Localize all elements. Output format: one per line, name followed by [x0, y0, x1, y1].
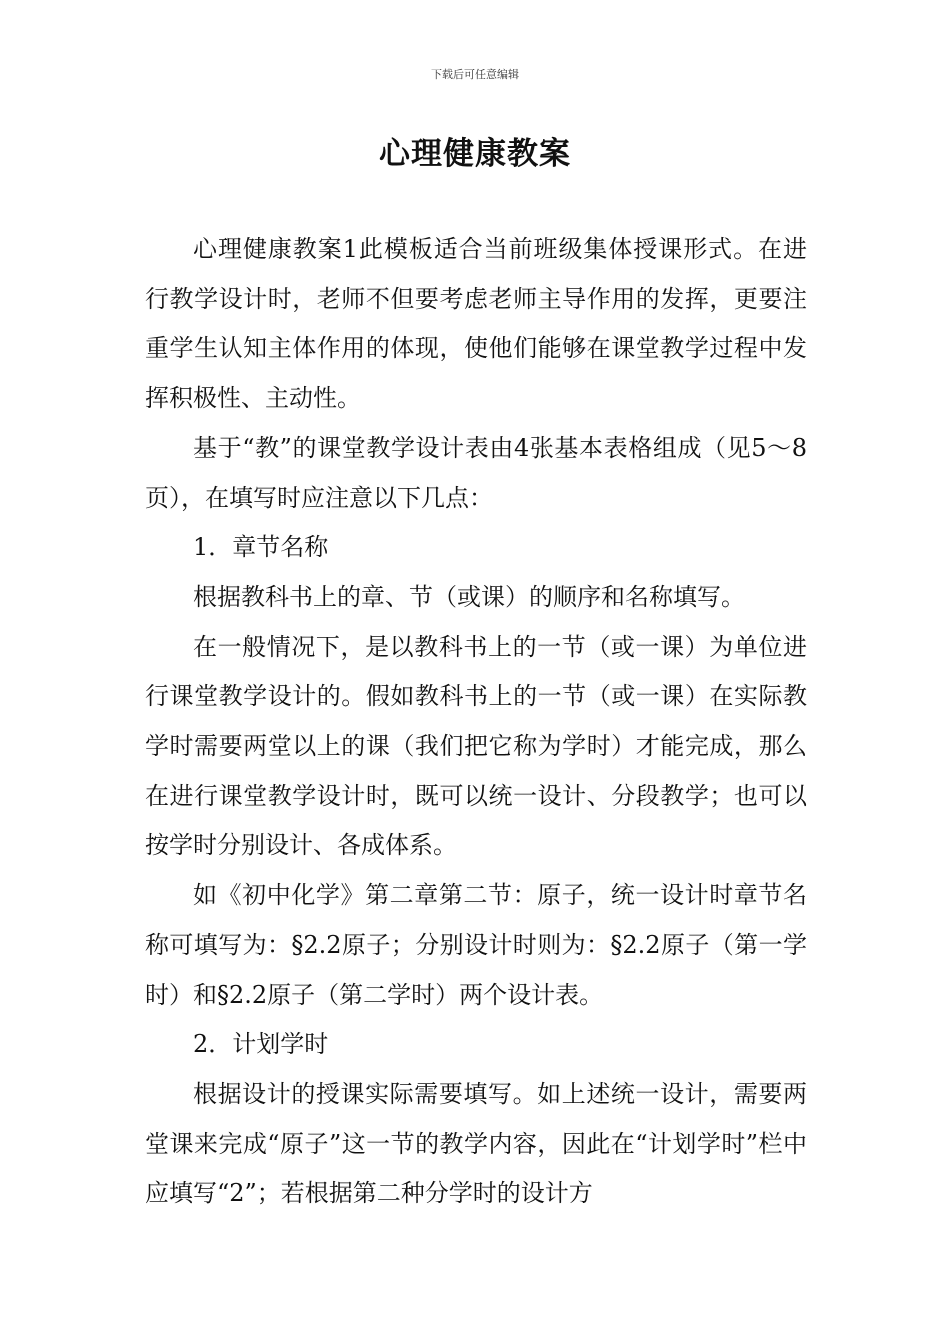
paragraph: 心理健康教案1此模板适合当前班级集体授课形式。在进行教学设计时，老师不但要考虑老师主导作用的发挥，更要注重学生认知主体作用的体现，使他们能够在课堂教学过程中发挥积极性、主动性。 [145, 235, 807, 413]
header-note: 下载后可任意编辑 [431, 68, 519, 81]
paragraph: 基于“教”的课堂教学设计表由4张基本表格组成（见5～8页），在填写时应注意以下几点： [145, 433, 807, 512]
paragraph: 根据设计的授课实际需要填写。如上述统一设计，需要两堂课来完成“原子”这一节的教学内容，因此在“计划学时”栏中应填写“2”；若根据第二种分学时的设计方 [145, 1079, 807, 1208]
section-heading: 1．章节名称 [193, 533, 329, 562]
document-title: 心理健康教案 [379, 136, 571, 172]
section-heading: 2．计划学时 [193, 1030, 329, 1059]
document-body [145, 225, 807, 1219]
paragraph: 根据教科书上的章、节（或课）的顺序和名称填写。 [193, 582, 745, 611]
paragraph: 如《初中化学》第二章第二节：原子，统一设计时章节名称可填写为：§2.2原子；分别设计时则为：§2.2原子（第一学时）和§2.2原子（第二学时）两个设计表。 [145, 881, 807, 1009]
paragraph: 在一般情况下，是以教科书上的一节（或一课）为单位进行课堂教学设计的。假如教科书上的一节（或一课）在实际教学时需要两堂以上的课（我们把它称为学时）才能完成，那么在进行课堂教学设计时，既可以统一设计、分段教学；也可以按学时分别设计、各成体系。 [145, 632, 807, 860]
